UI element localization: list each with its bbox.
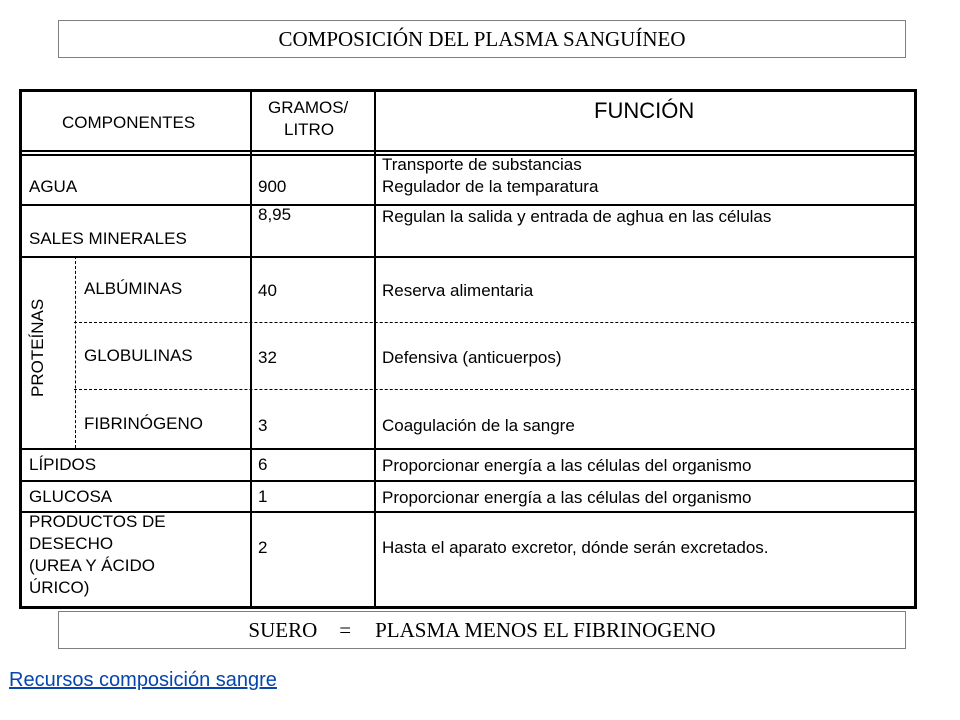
header-function: FUNCIÓN	[594, 98, 695, 123]
row-function: Reserva alimentaria	[382, 281, 534, 300]
header-grams-line2: LITRO	[284, 120, 335, 139]
row-component: SALES MINERALES	[29, 229, 187, 248]
row-component: GLUCOSA	[29, 487, 113, 506]
row-function: Proporcionar energía a las células del organismo	[382, 456, 752, 475]
row-divider	[22, 204, 914, 206]
row-grams: 6	[258, 455, 268, 474]
row-component: LÍPIDOS	[29, 455, 97, 474]
row-grams: 32	[258, 348, 277, 367]
row-function: Transporte de substancias	[382, 155, 582, 174]
serum-label: SUERO	[248, 617, 318, 642]
row-function: Hasta el aparato excretor, dónde serán excretados.	[382, 538, 769, 557]
row-grams: 40	[258, 281, 277, 300]
row-component: FIBRINÓGENO	[84, 414, 204, 433]
row-function: Regulador de la temparatura	[382, 177, 599, 196]
plasma-composition-table	[19, 89, 917, 609]
row-divider	[22, 448, 914, 450]
header-components: COMPONENTES	[62, 113, 196, 132]
row-component: AGUA	[29, 177, 78, 196]
page-title	[58, 20, 906, 58]
row-divider-dashed	[74, 322, 914, 323]
row-component: ÚRICO)	[29, 578, 90, 597]
column-divider	[374, 92, 376, 606]
row-grams: 8,95	[258, 205, 292, 224]
row-divider	[22, 480, 914, 482]
row-component: GLOBULINAS	[84, 346, 193, 365]
column-divider	[250, 92, 252, 606]
row-function: Regulan la salida y entrada de aghua en las células	[382, 207, 772, 226]
row-grams: 900	[258, 177, 287, 196]
page-title-text: COMPOSICIÓN DEL PLASMA SANGUÍNEO	[278, 26, 686, 51]
row-component: PRODUCTOS DE	[29, 512, 166, 531]
group-label-proteins: PROTEÍNAS	[28, 298, 47, 397]
resources-link[interactable]: Recursos composición sangre	[9, 669, 277, 691]
serum-definition	[58, 611, 906, 649]
header-grams-line1: GRAMOS/	[268, 98, 349, 117]
row-grams: 2	[258, 538, 268, 557]
row-grams: 3	[258, 416, 268, 435]
row-component: (UREA Y ÁCIDO	[29, 556, 155, 575]
row-component: ALBÚMINAS	[84, 279, 183, 298]
row-component: DESECHO	[29, 534, 114, 553]
row-divider	[22, 256, 914, 258]
row-grams: 1	[258, 487, 268, 506]
row-function: Proporcionar energía a las células del organismo	[382, 488, 752, 507]
row-function: Coagulación de la sangre	[382, 416, 575, 435]
equals-sign: =	[339, 617, 352, 642]
row-divider-dashed	[74, 389, 914, 390]
group-divider-dashed	[75, 256, 76, 448]
serum-definition-text: PLASMA MENOS EL FIBRINOGENO	[375, 617, 716, 642]
row-function: Defensiva (anticuerpos)	[382, 348, 562, 367]
header-divider	[22, 150, 914, 152]
